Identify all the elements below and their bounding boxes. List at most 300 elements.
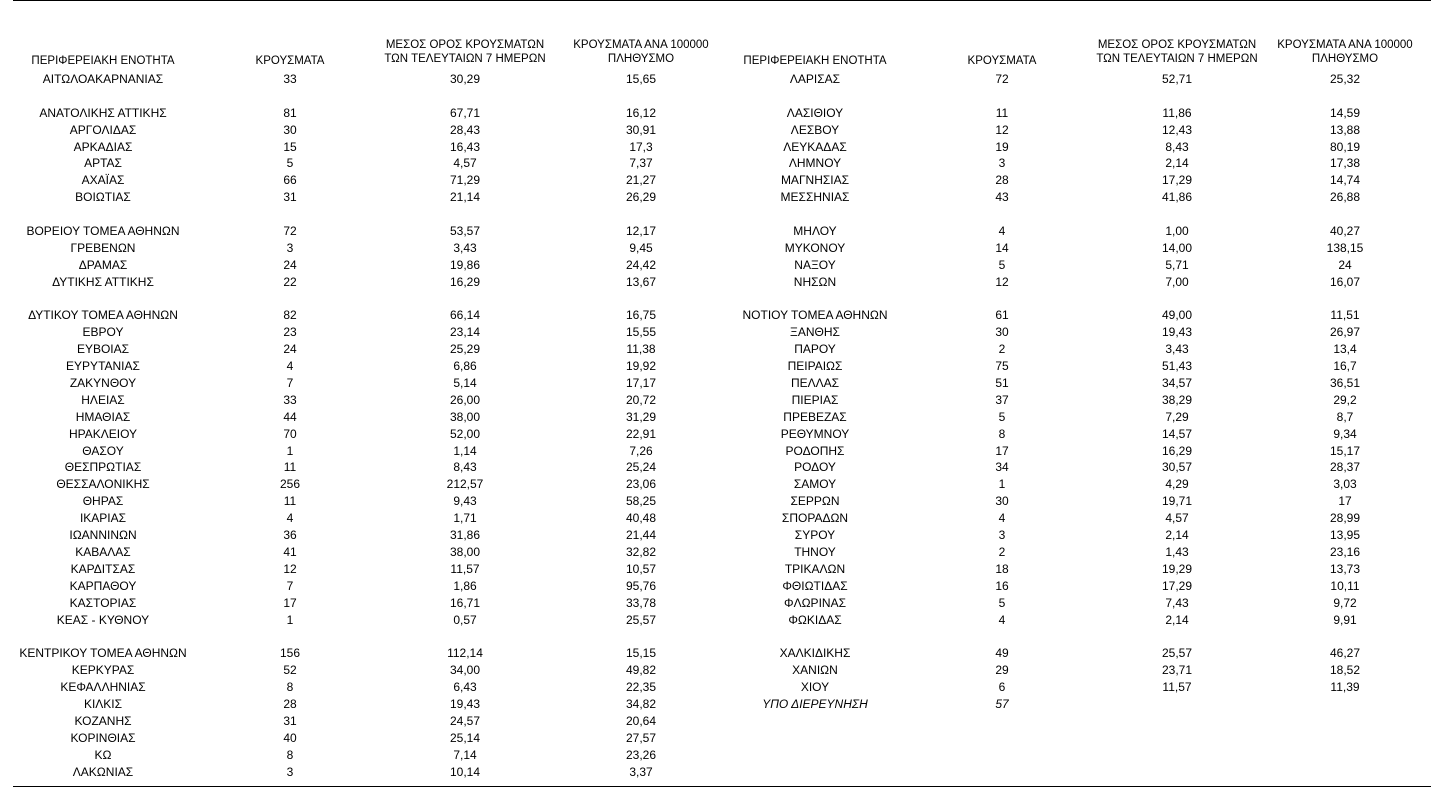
cell-name: ΘΑΣΟΥ <box>82 443 124 458</box>
header-cases: ΚΡΟΥΣΜΑΤΑ <box>255 55 325 67</box>
cell-cases: 11 <box>283 494 297 509</box>
cell-avg: 19,43 <box>449 696 481 711</box>
cell-cases: 1 <box>998 477 1006 492</box>
cell-avg: 51,43 <box>1161 359 1193 374</box>
cell-name: ΚΟΖΑΝΗΣ <box>74 713 132 728</box>
table-row <box>730 544 1434 561</box>
cell-cases: 28 <box>995 173 1009 188</box>
cell-per: 3,03 <box>1333 477 1357 492</box>
cell-name: ΝΑΞΟΥ <box>794 257 836 272</box>
table-row <box>730 257 1434 274</box>
cell-per: 9,34 <box>1333 426 1357 441</box>
table-row <box>18 713 720 730</box>
cell-cases: 1 <box>286 443 294 458</box>
table-spacer-row <box>18 291 720 308</box>
table-row <box>18 443 720 460</box>
cell-per: 19,92 <box>625 359 657 374</box>
cell-avg: 53,57 <box>449 224 481 239</box>
cell-per: 32,82 <box>625 544 657 559</box>
cell-cases: 2 <box>998 342 1006 357</box>
cell-cases: 37 <box>995 392 1009 407</box>
cell-per: 26,88 <box>1329 190 1361 205</box>
cell-name: ΠΙΕΡΙΑΣ <box>791 392 839 407</box>
cell-per: 28,99 <box>1329 511 1361 526</box>
cell-per: 8,7 <box>1336 409 1354 424</box>
cell-per: 16,75 <box>625 308 657 323</box>
cell-avg: 38,00 <box>449 544 481 559</box>
cell-avg: 17,29 <box>1161 173 1193 188</box>
cell-cases: 33 <box>283 72 297 86</box>
table-row <box>18 510 720 527</box>
cell-name: ΣΕΡΡΩΝ <box>790 494 840 509</box>
cell-avg: 28,43 <box>449 122 481 137</box>
cell-avg: 52,00 <box>449 426 481 441</box>
cell-name: ΦΛΩΡΙΝΑΣ <box>784 595 846 610</box>
cell-per: 16,12 <box>625 105 657 120</box>
table-row <box>730 561 1434 578</box>
cell-name: ΑΡΤΑΣ <box>84 156 122 171</box>
table-row <box>18 527 720 544</box>
cell-avg: 14,57 <box>1161 426 1193 441</box>
cell-name: ΑΙΤΩΛΟΑΚΑΡΝΑΝΙΑΣ <box>42 72 164 86</box>
table-row <box>18 561 720 578</box>
cell-name: ΔΥΤΙΚΗΣ ΑΤΤΙΚΗΣ <box>52 274 154 289</box>
cell-per: 21,44 <box>625 528 657 543</box>
header-avg-line1: ΜΕΣΟΣ ΟΡΟΣ ΚΡΟΥΣΜΑΤΩΝ <box>385 39 545 51</box>
cell-cases: 5 <box>998 257 1006 272</box>
cell-per: 95,76 <box>625 578 657 593</box>
table-row <box>18 122 720 139</box>
table-row <box>18 189 720 206</box>
cell-per: 80,19 <box>1329 139 1361 154</box>
cell-avg: 2,14 <box>1165 612 1189 627</box>
cell-per: 9,45 <box>629 240 653 255</box>
table-row <box>18 257 720 274</box>
cell-cases: 1 <box>286 612 294 627</box>
cell-cases: 7 <box>286 578 294 593</box>
header-cases-right: ΚΡΟΥΣΜΑΤΑ <box>967 55 1037 67</box>
cell-cases: 49 <box>995 646 1009 661</box>
cell-avg: 25,29 <box>449 342 481 357</box>
cell-cases: 16 <box>995 578 1009 593</box>
cell-name: ΛΑΡΙΣΑΣ <box>789 72 841 86</box>
cell-cases: 3 <box>286 240 294 255</box>
table-row <box>730 443 1434 460</box>
table-row <box>730 223 1434 240</box>
cell-per: 10,11 <box>1330 578 1360 593</box>
cell-avg: 0,57 <box>453 612 477 627</box>
header-per100k-line1-right: ΚΡΟΥΣΜΑΤΑ ΑΝΑ 100000 <box>1277 39 1413 51</box>
cell-per: 20,64 <box>625 713 657 728</box>
cell-cases: 41 <box>283 544 297 559</box>
cell-cases: 75 <box>995 359 1009 374</box>
cell-name: ΔΥΤΙΚΟΥ ΤΟΜΕΑ ΑΘΗΝΩΝ <box>28 308 178 323</box>
cell-per: 28,37 <box>1329 460 1361 475</box>
cell-cases: 6 <box>998 680 1006 695</box>
cell-per: 138,15 <box>1326 240 1364 255</box>
cell-name: ΦΘΙΩΤΙΔΑΣ <box>782 578 848 593</box>
cell-cases: 70 <box>283 426 297 441</box>
table-row <box>18 358 720 375</box>
cell-per: 13,4 <box>1333 342 1357 357</box>
cell-cases: 72 <box>995 72 1009 86</box>
cell-per: 33,78 <box>625 595 657 610</box>
cell-name: ΚΟΡΙΝΘΙΑΣ <box>70 730 136 745</box>
cell-avg: 112,14 <box>447 646 483 661</box>
cell-cases: 36 <box>283 528 297 543</box>
cell-name: ΚΩ <box>94 747 112 762</box>
cell-per: 16,07 <box>1329 274 1361 289</box>
table-row <box>18 274 720 291</box>
cell-cases: 23 <box>283 325 297 340</box>
cell-cases: 31 <box>283 713 297 728</box>
cell-per: 15,15 <box>625 646 657 661</box>
cell-cases: 72 <box>283 224 297 239</box>
cell-name: ΞΑΝΘΗΣ <box>790 325 840 340</box>
cell-name: ΚΑΒΑΛΑΣ <box>75 544 131 559</box>
cell-per: 11,39 <box>1330 680 1360 695</box>
cell-name: ΗΛΕΙΑΣ <box>81 392 125 407</box>
table-row <box>18 459 720 476</box>
cell-per: 58,25 <box>625 494 657 509</box>
cell-per: 30,91 <box>625 122 657 137</box>
cell-cases: 3 <box>998 156 1006 171</box>
table-row <box>730 578 1434 595</box>
cell-name: ΜΑΓΝΗΣΙΑΣ <box>780 173 850 188</box>
cell-avg: 25,14 <box>449 730 481 745</box>
cell-cases: 24 <box>283 257 297 272</box>
cell-name: ΚΕΦΑΛΛΗΝΙΑΣ <box>60 680 146 695</box>
cell-avg: 3,43 <box>453 240 477 255</box>
table-row <box>18 426 720 443</box>
cell-avg: 19,71 <box>1161 494 1193 509</box>
cell-name: ΕΥΡΥΤΑΝΙΑΣ <box>66 359 140 374</box>
header-avg-line2-right: ΤΩΝ ΤΕΛΕΥΤΑΙΩΝ 7 ΗΜΕΡΩΝ <box>1096 53 1258 65</box>
cell-cases: 8 <box>286 680 294 695</box>
cell-avg: 23,14 <box>449 325 481 340</box>
right-rows <box>730 71 1434 713</box>
cell-avg: 52,71 <box>1161 72 1193 86</box>
cell-cases: 30 <box>995 325 1009 340</box>
cell-name: ΥΠΟ ΔΙΕΡΕΥΝΗΣΗ <box>762 696 868 711</box>
cell-cases: 17 <box>283 595 297 610</box>
cell-cases: 30 <box>995 494 1009 509</box>
cell-per: 25,32 <box>1329 72 1361 86</box>
table-row <box>730 307 1434 324</box>
cell-avg: 1,86 <box>453 578 477 593</box>
table-row <box>18 747 720 764</box>
table-row <box>730 324 1434 341</box>
cell-name: ΙΚΑΡΙΑΣ <box>79 511 127 526</box>
table-row <box>730 392 1434 409</box>
cell-name: ΑΡΚΑΔΙΑΣ <box>73 139 133 154</box>
cell-per: 11,51 <box>1330 308 1360 323</box>
cell-cases: 15 <box>283 139 297 154</box>
cell-avg: 11,57 <box>1162 680 1192 695</box>
cell-cases: 2 <box>998 544 1006 559</box>
cell-avg: 34,00 <box>449 663 481 678</box>
cell-avg: 38,29 <box>1161 392 1193 407</box>
cell-cases: 31 <box>283 190 297 205</box>
cell-name: ΚΑΡΠΑΘΟΥ <box>69 578 137 593</box>
table-row <box>18 139 720 156</box>
cell-name: ΜΥΚΟΝΟΥ <box>784 240 846 255</box>
cell-avg: 2,14 <box>1165 156 1189 171</box>
cell-per: 17,3 <box>629 139 653 154</box>
cell-avg: 5,14 <box>453 376 477 391</box>
cell-avg: 7,00 <box>1165 274 1189 289</box>
cell-name: ΣΥΡΟΥ <box>794 528 836 543</box>
table-row <box>18 645 720 662</box>
cell-per: 24 <box>1338 257 1352 272</box>
cell-avg: 1,43 <box>1165 544 1189 559</box>
cell-cases: 4 <box>286 511 294 526</box>
cell-cases: 52 <box>283 663 297 678</box>
header-per100k-line2-right: ΠΛΗΘΥΣΜΟ <box>1311 53 1379 65</box>
cell-per: 21,27 <box>625 173 657 188</box>
cell-per: 34,82 <box>625 696 657 711</box>
table-row <box>730 679 1434 696</box>
table-row <box>730 105 1434 122</box>
cell-cases: 14 <box>995 240 1009 255</box>
cell-avg: 67,71 <box>449 105 481 120</box>
table-row <box>730 426 1434 443</box>
cell-cases: 81 <box>283 105 297 120</box>
table-row <box>730 595 1434 612</box>
cell-per: 15,65 <box>625 72 657 86</box>
cell-cases: 4 <box>998 224 1006 239</box>
cell-name: ΔΡΑΜΑΣ <box>78 257 128 272</box>
cell-avg: 38,00 <box>449 409 481 424</box>
cell-cases: 17 <box>995 443 1009 458</box>
cell-avg: 16,29 <box>1161 443 1193 458</box>
cell-per: 17,17 <box>625 376 657 391</box>
cell-name: ΛΗΜΝΟΥ <box>788 156 842 171</box>
cell-avg: 66,14 <box>449 308 481 323</box>
cell-name: ΧΑΛΚΙΔΙΚΗΣ <box>779 646 851 661</box>
cell-per: 3,37 <box>629 764 653 779</box>
cell-avg: 17,29 <box>1161 578 1193 593</box>
cell-avg: 23,71 <box>1161 663 1193 678</box>
cell-avg: 19,29 <box>1161 561 1193 576</box>
cell-per: 13,67 <box>625 274 657 289</box>
cell-name: ΚΕΡΚΥΡΑΣ <box>71 663 135 678</box>
table-row <box>18 595 720 612</box>
cell-name: ΘΕΣΠΡΩΤΙΑΣ <box>64 460 142 475</box>
cell-cases: 12 <box>995 274 1009 289</box>
cell-cases: 40 <box>283 730 297 745</box>
cell-avg: 6,86 <box>453 359 477 374</box>
cell-per: 49,82 <box>625 663 657 678</box>
left-rows <box>18 71 720 780</box>
cell-cases: 5 <box>998 409 1006 424</box>
cell-cases: 22 <box>283 274 297 289</box>
cell-avg: 12,43 <box>1161 122 1193 137</box>
cell-name: ΚΑΡΔΙΤΣΑΣ <box>70 561 136 576</box>
table-row <box>730 375 1434 392</box>
cell-per: 29,2 <box>1333 392 1357 407</box>
table-row <box>18 105 720 122</box>
table-row <box>18 730 720 747</box>
table-row <box>730 476 1434 493</box>
table-spacer-row <box>18 206 720 223</box>
cell-name: ΘΕΣΣΑΛΟΝΙΚΗΣ <box>56 477 150 492</box>
cell-per: 26,29 <box>625 190 657 205</box>
cell-avg: 19,43 <box>1161 325 1193 340</box>
cell-cases: 12 <box>995 122 1009 137</box>
cell-per: 12,17 <box>625 224 657 239</box>
cell-avg: 1,14 <box>453 443 477 458</box>
table-row <box>730 527 1434 544</box>
table-spacer-row <box>730 206 1434 223</box>
cell-per: 40,27 <box>1329 224 1361 239</box>
cell-avg: 4,57 <box>1165 511 1189 526</box>
table-row <box>730 341 1434 358</box>
cell-per: 31,29 <box>625 409 657 424</box>
cell-name: ΛΑΣΙΘΙΟΥ <box>786 105 844 120</box>
cell-avg: 7,43 <box>1165 595 1189 610</box>
table-row <box>730 358 1434 375</box>
header-avg-right <box>1092 38 1262 66</box>
cell-per: 13,88 <box>1329 122 1361 137</box>
cell-cases: 19 <box>995 139 1009 154</box>
cell-per: 14,59 <box>1329 105 1361 120</box>
cell-name: ΧΙΟΥ <box>800 680 830 695</box>
cell-avg: 3,43 <box>1165 342 1189 357</box>
cell-cases: 4 <box>286 359 294 374</box>
cell-per: 23,26 <box>625 747 657 762</box>
cell-cases: 57 <box>995 696 1009 711</box>
cell-per: 26,97 <box>1329 325 1361 340</box>
cell-name: ΝΗΣΩΝ <box>793 274 837 289</box>
cell-name: ΚΕΑΣ - ΚΥΘΝΟΥ <box>56 612 150 627</box>
cell-avg: 11,57 <box>450 561 480 576</box>
header-avg-line1-right: ΜΕΣΟΣ ΟΡΟΣ ΚΡΟΥΣΜΑΤΩΝ <box>1097 39 1257 51</box>
cell-avg: 7,14 <box>453 747 477 762</box>
table-row <box>730 139 1434 156</box>
cell-cases: 8 <box>286 747 294 762</box>
cell-name: ΤΡΙΚΑΛΩΝ <box>784 561 846 576</box>
cell-avg: 30,57 <box>1161 460 1193 475</box>
table-row <box>730 662 1434 679</box>
cell-cases: 61 <box>995 308 1009 323</box>
table-spacer-row <box>18 88 720 105</box>
cell-name: ΧΑΝΙΩΝ <box>792 663 838 678</box>
cell-name: ΖΑΚΥΝΘΟΥ <box>69 376 137 391</box>
cell-per: 15,17 <box>1329 443 1361 458</box>
cell-cases: 11 <box>283 460 297 475</box>
header-per100k-line1: ΚΡΟΥΣΜΑΤΑ ΑΝΑ 100000 <box>573 39 709 51</box>
cell-avg: 11,86 <box>1162 105 1192 120</box>
cell-avg: 1,00 <box>1165 224 1189 239</box>
table-row <box>730 172 1434 189</box>
cell-cases: 11 <box>995 105 1009 120</box>
cell-cases: 44 <box>283 409 297 424</box>
table-spacer-row <box>730 88 1434 105</box>
table-row <box>18 341 720 358</box>
cell-avg: 49,00 <box>1161 308 1193 323</box>
cell-cases: 28 <box>283 696 297 711</box>
cell-cases: 24 <box>283 342 297 357</box>
table-row <box>730 155 1434 172</box>
cell-name: ΚΑΣΤΟΡΙΑΣ <box>69 595 137 610</box>
table-row <box>730 274 1434 291</box>
cell-name: ΠΕΙΡΑΙΩΣ <box>787 359 843 374</box>
header-avg <box>380 38 550 66</box>
cell-name: ΗΜΑΘΙΑΣ <box>75 409 131 424</box>
header-per100k-right <box>1270 38 1420 66</box>
table-row <box>18 764 720 781</box>
cell-cases: 34 <box>995 460 1009 475</box>
cell-avg: 212,57 <box>446 477 484 492</box>
cell-cases: 29 <box>995 663 1009 678</box>
table-row <box>18 544 720 561</box>
left-table <box>18 0 720 787</box>
cell-name: ΑΡΓΟΛΙΔΑΣ <box>69 122 137 137</box>
table-row <box>18 696 720 713</box>
cell-name: ΚΕΝΤΡΙΚΟΥ ΤΟΜΕΑ ΑΘΗΝΩΝ <box>19 646 187 661</box>
cell-name: ΛΑΚΩΝΙΑΣ <box>72 764 134 779</box>
cell-name: ΓΡΕΒΕΝΩΝ <box>70 240 136 255</box>
header-per100k <box>566 38 716 66</box>
table-row <box>730 459 1434 476</box>
cell-cases: 4 <box>998 511 1006 526</box>
cell-cases: 82 <box>283 308 297 323</box>
cell-per: 15,55 <box>625 325 657 340</box>
cell-per: 9,91 <box>1333 612 1357 627</box>
cell-name: ΡΟΔΟΠΗΣ <box>785 443 845 458</box>
cell-per: 40,48 <box>625 511 657 526</box>
table-row <box>730 409 1434 426</box>
cell-cases: 156 <box>279 646 301 661</box>
table-row <box>730 122 1434 139</box>
cell-avg: 16,43 <box>449 139 481 154</box>
cell-avg: 31,86 <box>449 528 481 543</box>
cell-name: ΠΑΡΟΥ <box>794 342 836 357</box>
cell-per: 46,27 <box>1329 646 1361 661</box>
cell-per: 27,57 <box>625 730 657 745</box>
cell-per: 23,16 <box>1329 544 1361 559</box>
cell-name: ΡΕΘΥΜΝΟΥ <box>780 426 850 441</box>
header-region-right: ΠΕΡΙΦΕΡΕΙΑΚΗ ΕΝΟΤΗΤΑ <box>743 55 887 67</box>
cell-avg: 16,29 <box>449 274 481 289</box>
cell-avg: 8,43 <box>1165 139 1189 154</box>
table-row <box>730 189 1434 206</box>
cell-name: ΠΡΕΒΕΖΑΣ <box>783 409 847 424</box>
cell-avg: 14,00 <box>1161 240 1193 255</box>
cell-per: 36,51 <box>1329 376 1361 391</box>
table-spacer-row <box>730 628 1434 645</box>
cell-name: ΠΕΛΛΑΣ <box>790 376 840 391</box>
cell-cases: 43 <box>995 190 1009 205</box>
table-row <box>18 612 720 629</box>
cell-cases: 30 <box>283 122 297 137</box>
table-row <box>730 493 1434 510</box>
cell-name: ΡΟΔΟΥ <box>794 460 836 475</box>
cell-cases: 3 <box>286 764 294 779</box>
cell-avg: 4,29 <box>1165 477 1189 492</box>
table-row <box>18 223 720 240</box>
cell-avg: 9,43 <box>453 494 477 509</box>
cell-per: 10,57 <box>625 561 657 576</box>
cell-name: ΕΒΡΟΥ <box>82 325 124 340</box>
cell-per: 23,06 <box>625 477 657 492</box>
table-row <box>18 375 720 392</box>
cell-name: ΣΠΟΡΑΔΩΝ <box>781 511 849 526</box>
cell-per: 25,24 <box>625 460 657 475</box>
table-row <box>730 510 1434 527</box>
cell-cases: 33 <box>283 392 297 407</box>
